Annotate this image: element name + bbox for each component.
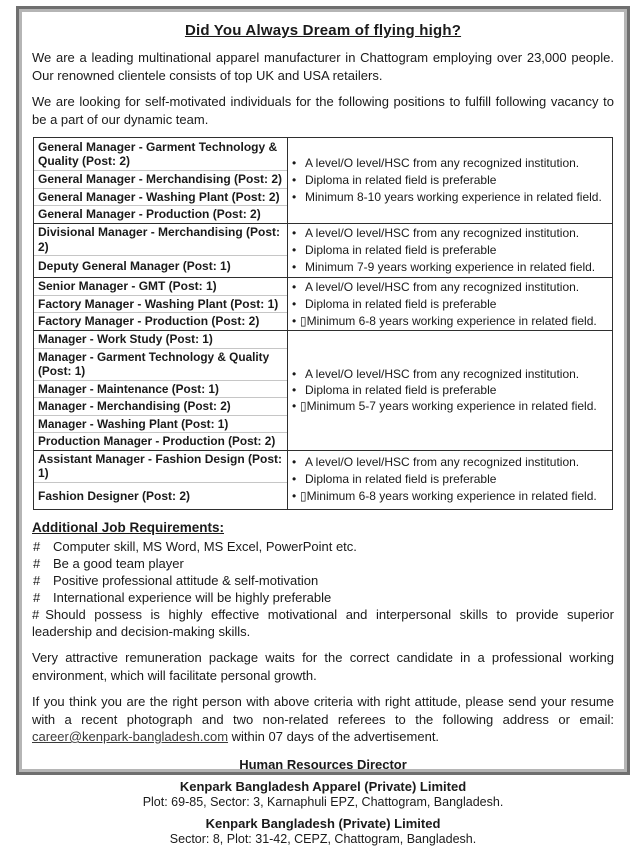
positions-table	[33, 137, 613, 510]
additional-requirement-text: Should possess is highly effective motivational and interpersonal skills to provide superior leadership and decision-making skills.	[32, 607, 614, 639]
requirement-text: Diploma in related field is preferable	[305, 296, 497, 311]
requirement-cell	[288, 278, 613, 331]
position-label: General Manager - Merchandising (Post: 2)	[34, 171, 287, 189]
position-label: Assistant Manager - Fashion Design (Post: 1)	[34, 451, 287, 483]
requirement-text: A level/O level/HSC from any recognized institution.	[305, 455, 580, 470]
requirement-item	[292, 225, 610, 242]
requirement-text: Diploma in related field is preferable	[305, 173, 497, 187]
position-label: Manager - Washing Plant (Post: 1)	[34, 416, 287, 434]
position-cell	[34, 224, 288, 278]
table-row	[34, 278, 613, 331]
requirement-text: ▯Minimum 6-8 years working experience in related field.	[300, 489, 597, 504]
additional-requirement-text: International experience will be highly preferable	[53, 590, 332, 605]
company-address: Plot: 69-85, Sector: 3, Karnaphuli EPZ, Chattogram, Bangladesh.	[142, 794, 504, 809]
position-cell	[34, 138, 288, 224]
requirement-item	[292, 454, 610, 471]
hash-marker: #	[33, 539, 41, 554]
bullet-icon: •	[292, 279, 297, 294]
requirement-item	[292, 488, 610, 505]
additional-requirement-text: Computer skill, MS Word, MS Excel, PowerPoint etc.	[53, 539, 357, 554]
requirement-text: ▯Minimum 6-8 years working experience in related field.	[300, 313, 597, 328]
table-row	[34, 450, 613, 510]
position-label: General Manager - Garment Technology & Quality (Post: 2)	[34, 138, 287, 171]
additional-requirement-item	[32, 538, 614, 555]
position-label: Factory Manager - Washing Plant (Post: 1)	[34, 296, 287, 314]
additional-requirement-text: Be a good team player	[53, 556, 184, 571]
requirement-item	[292, 242, 610, 259]
position-label: Production Manager - Production (Post: 2)	[38, 434, 276, 448]
hash-marker: #	[33, 573, 41, 588]
position-cell	[34, 278, 288, 331]
requirement-item	[292, 382, 610, 398]
additional-requirements-heading: Additional Job Requirements:	[32, 520, 225, 535]
requirement-text: Minimum 8-10 years working experience in related field.	[305, 190, 602, 204]
table-row	[34, 224, 613, 278]
requirement-item	[292, 313, 610, 330]
requirement-cell	[288, 224, 613, 278]
bullet-icon: •	[292, 243, 297, 257]
company-name: Kenpark Bangladesh Apparel (Private) Limited	[179, 778, 467, 794]
position-label: Manager - Maintenance (Post: 1)	[34, 381, 287, 399]
bullet-icon: •	[292, 489, 297, 504]
position-label: General Manager - Washing Plant (Post: 2)	[34, 189, 287, 207]
position-label: Manager - Work Study (Post: 1)	[34, 331, 287, 349]
bullet-icon: •	[292, 313, 297, 328]
requirement-cell	[288, 138, 613, 224]
additional-requirement-text: Positive professional attitude & self-motivation	[53, 573, 319, 588]
hash-marker: #	[33, 590, 41, 605]
requirement-text: A level/O level/HSC from any recognized institution.	[305, 156, 580, 170]
intro-paragraph-1: We are a leading multinational apparel manufacturer in Chattogram employing over 23,000 people. Our renowned clientele consists of top UK and USA retailers.	[32, 50, 614, 83]
requirement-item	[292, 189, 610, 206]
requirement-item	[292, 398, 610, 414]
bullet-icon: •	[292, 383, 297, 398]
hash-marker: #	[32, 607, 40, 622]
requirement-text: A level/O level/HSC from any recognized institution.	[305, 279, 580, 294]
bullet-icon: •	[292, 455, 297, 470]
hash-marker: #	[33, 556, 41, 571]
position-label: Fashion Designer (Post: 2)	[38, 488, 191, 503]
requirement-text: A level/O level/HSC from any recognized institution.	[305, 226, 580, 240]
position-label: Divisional Manager - Merchandising (Post: 2)	[34, 224, 287, 256]
position-label: Manager - Garment Technology & Quality (Post: 1)	[34, 349, 287, 381]
requirement-item	[292, 172, 610, 189]
remuneration-paragraph: Very attractive remuneration package waits for the correct candidate in a professional working environment, which will facilitate personal growth.	[32, 650, 614, 683]
apply-paragraph	[32, 693, 614, 746]
position-label: Manager - Merchandising (Post: 2)	[34, 398, 287, 416]
requirement-text: A level/O level/HSC from any recognized institution.	[305, 367, 580, 382]
intro-paragraph-2: We are looking for self-motivated individuals for the following positions to fulfill following vacancy to be a part of our dynamic team.	[32, 94, 614, 127]
requirement-item	[292, 471, 610, 488]
additional-requirement-item	[32, 555, 614, 572]
page-content	[19, 9, 627, 846]
apply-text-pre: If you think you are the right person with above criteria with right attitude, please send your resume with a recent photograph and two non-related referees to the following address or email:	[32, 694, 614, 727]
bullet-icon: •	[292, 156, 297, 170]
bullet-icon: •	[292, 173, 297, 187]
position-label: General Manager - Production (Post: 2)	[38, 207, 261, 222]
table-row	[34, 138, 613, 224]
company-name: Kenpark Bangladesh (Private) Limited	[205, 815, 441, 831]
bullet-icon: •	[292, 472, 297, 487]
requirement-item	[292, 155, 610, 172]
requirement-item	[292, 279, 610, 296]
bullet-icon: •	[292, 260, 297, 274]
requirement-text: Minimum 7-9 years working experience in related field.	[305, 260, 596, 274]
bullet-icon: •	[292, 226, 297, 240]
additional-requirement-item	[32, 606, 614, 640]
page-title: Did You Always Dream of flying high?	[184, 22, 462, 39]
position-cell	[34, 450, 288, 510]
company-address: Sector: 8, Plot: 31-42, CEPZ, Chattogram, Bangladesh.	[169, 831, 477, 846]
requirement-cell	[288, 331, 613, 451]
additional-requirement-item	[32, 572, 614, 589]
requirement-cell	[288, 450, 613, 510]
requirement-text: Diploma in related field is preferable	[305, 472, 497, 487]
position-cell	[34, 331, 288, 451]
requirement-item	[292, 366, 610, 382]
position-label: Senior Manager - GMT (Post: 1)	[34, 278, 287, 296]
requirement-text: Diploma in related field is preferable	[305, 383, 497, 398]
apply-text-post: within 07 days of the advertisement.	[231, 729, 440, 744]
page-frame	[16, 6, 630, 846]
signature-role: Human Resources Director	[239, 756, 407, 772]
table-row	[34, 331, 613, 451]
email-link[interactable]: career@kenpark-bangladesh.com	[32, 729, 229, 744]
bullet-icon: •	[292, 367, 297, 382]
bullet-icon: •	[292, 399, 297, 414]
requirement-item	[292, 259, 610, 276]
position-label: Deputy General Manager (Post: 1)	[38, 259, 231, 274]
requirement-text: Diploma in related field is preferable	[305, 243, 497, 257]
bullet-icon: •	[292, 296, 297, 311]
requirement-text: ▯Minimum 5-7 years working experience in related field.	[300, 399, 597, 414]
bullet-icon: •	[292, 190, 297, 204]
additional-requirement-item	[32, 589, 614, 606]
position-label: Factory Manager - Production (Post: 2)	[38, 314, 260, 329]
requirement-item	[292, 296, 610, 313]
